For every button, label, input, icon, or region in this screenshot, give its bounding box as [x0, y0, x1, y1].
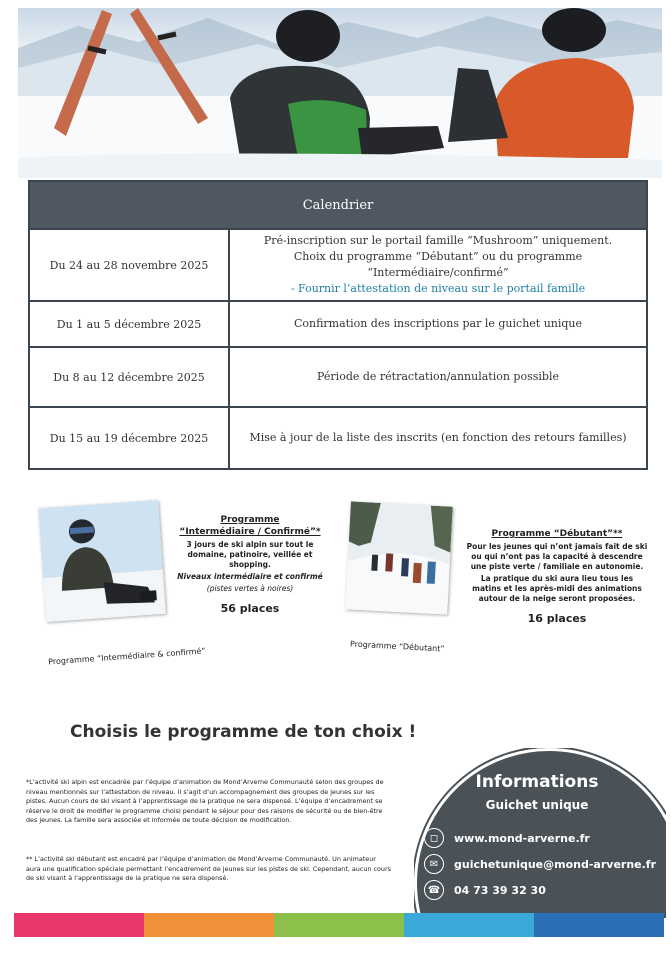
ski-scene-illustration — [18, 8, 662, 178]
color-band — [14, 913, 664, 937]
calendar-line: Confirmation des inscriptions par le guichet unique — [293, 317, 583, 330]
intermediate-title-line2: “Intermédiaire / Confirmé”* — [179, 527, 321, 537]
web-icon: ◻ — [424, 828, 444, 848]
email-text: guichetunique@mond-arverne.fr — [454, 857, 657, 871]
calendar-row — [30, 406, 646, 468]
calendar-description — [230, 230, 646, 300]
phone-link[interactable] — [424, 880, 546, 900]
beginner-places: 16 places — [527, 612, 587, 625]
calendar-date: Du 1 au 5 décembre 2025 — [30, 302, 230, 346]
intermediate-description: 3 jours de ski alpin sur tout le domaine, patinoire, veillée et shopping. — [186, 540, 314, 569]
calendar-line: Période de rétractation/annulation possible — [317, 370, 559, 383]
beginner-program — [466, 528, 648, 625]
beginner-description: Pour les jeunes qui n’ont jamais fait de ski ou qui n’ont pas la capacité à descendre une piste verte / familiale en autonomie. — [466, 542, 648, 571]
calendar-line: Pré-inscription sur le portail famille “Mushroom” uniquement. — [263, 234, 613, 247]
band-segment — [14, 913, 144, 937]
email-link[interactable] — [424, 854, 656, 874]
calendar-row — [30, 300, 646, 346]
website-link[interactable] — [424, 828, 590, 848]
beginner-program-photo — [345, 501, 453, 614]
website-text: www.mond-arverne.fr — [454, 831, 590, 845]
calendar-date: Du 15 au 19 décembre 2025 — [30, 408, 230, 468]
intermediate-levels: Niveaux intermédiaire et confirmé — [177, 572, 323, 581]
calendar-line: Mise à jour de la liste des inscrits (en fonction des retours familles) — [249, 431, 627, 444]
intermediate-photo-caption: Programme “Intermédiaire & confirmé” — [47, 646, 206, 667]
hero-photo — [18, 8, 662, 178]
info-subtitle: Guichet unique — [485, 798, 589, 812]
mail-icon: ✉ — [424, 854, 444, 874]
intermediate-slopes: (pistes vertes à noires) — [206, 584, 294, 593]
calendar-description — [230, 348, 646, 406]
calendar-attestation-link[interactable]: - Fournir l’attestation de niveau sur le portail famille — [290, 282, 586, 295]
info-title: Informations — [475, 772, 599, 792]
skier-sitting-illustration — [38, 500, 166, 622]
beginner-ski-note: ** L’activité ski débutant est encadré par l’équipe d’animation de Mond’Arverne Communauté. Un animateur aura une qualification spéciale permettant l’encadrement de jeunes sur les pistes de ski. Cependant, aucun cours de ski visant à l’apprentissage de la pratique ne sera dispensé. — [26, 855, 391, 882]
intermediate-places: 56 places — [220, 602, 280, 615]
beginner-title: Programme “Débutant”** — [491, 529, 623, 539]
calendar-description — [230, 302, 646, 346]
intermediate-program — [166, 514, 334, 615]
calendar-line: Choix du programme “Débutant” ou du programme “Intermédiaire/confirmé” — [293, 250, 583, 279]
intermediate-program-photo — [38, 500, 166, 622]
calendar-row — [30, 228, 646, 300]
beginner-description-2: La pratique du ski aura lieu tous les matins et les après-midi des animations autour de la neige seront proposées. — [472, 574, 642, 603]
calendar-table — [28, 180, 648, 470]
calendar-date: Du 8 au 12 décembre 2025 — [30, 348, 230, 406]
choose-program-heading: Choisis le programme de ton choix ! — [70, 722, 417, 742]
calendar-description — [230, 408, 646, 468]
alpine-ski-note: *L’activité ski alpin est encadrée par l’équipe d’animation de Mond’Arverne Communauté selon des groupes de niveau mentionnés sur l’attestation de niveau. Il s’agit d’un accompagnement des groupes de jeunes sur les pistes. Aucun cours de ski visant à l’apprentissage de la pratique ne sera dispensé. L’équipe d’encadrement se réserve le droit de modifier le programme choisi pendant le séjour pour des raisons de sécurité ou de bien-être des jeunes. La famille sera associée et informée de toute décision de modification. — [26, 778, 384, 824]
calendar-date: Du 24 au 28 novembre 2025 — [30, 230, 230, 300]
phone-text: 04 73 39 32 30 — [454, 883, 546, 897]
info-panel — [414, 748, 666, 918]
intermediate-title-line1: Programme — [220, 515, 280, 525]
snowshoe-group-illustration — [345, 501, 453, 614]
band-segment — [274, 913, 404, 937]
beginner-photo-caption: Programme “Débutant” — [349, 639, 445, 654]
band-segment — [404, 913, 534, 937]
band-segment — [144, 913, 274, 937]
calendar-row — [30, 346, 646, 406]
band-segment — [534, 913, 664, 937]
calendar-header: Calendrier — [30, 182, 646, 228]
phone-icon: ☎ — [424, 880, 444, 900]
